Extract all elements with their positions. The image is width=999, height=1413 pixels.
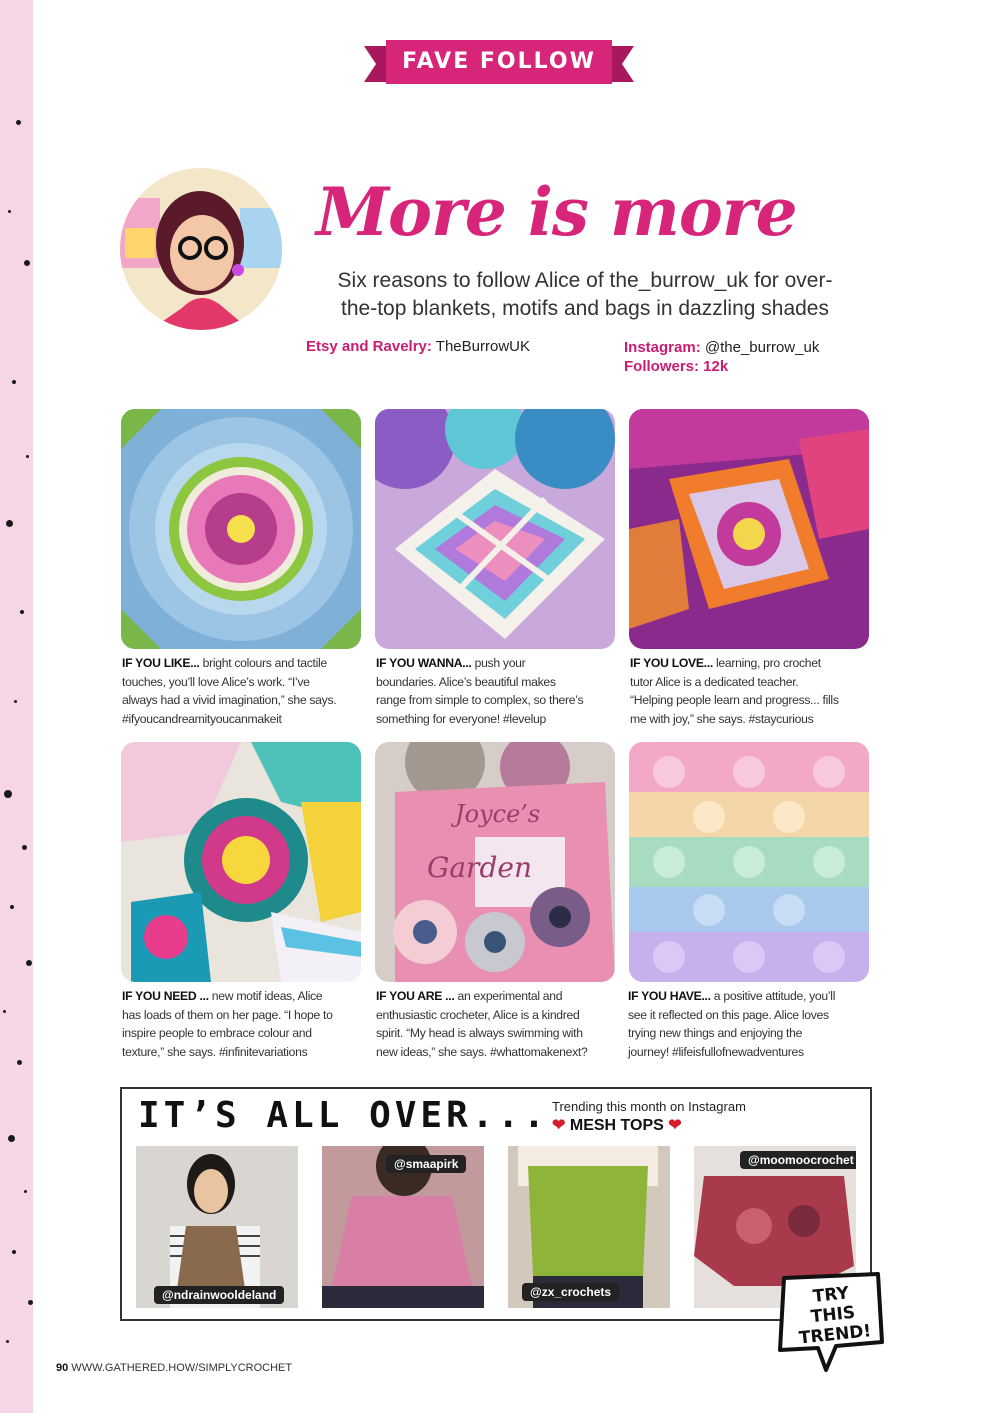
reason-text: trying new things and enjoying the	[628, 1026, 803, 1040]
trending-subtitle: Trending this month on Instagram	[552, 1099, 746, 1114]
etsy-label: Etsy and Ravelry:	[306, 338, 432, 355]
photo-book-flowers	[375, 742, 615, 982]
reason-hashtag: #ifyoucandreamityoucanmakeit	[122, 711, 282, 726]
reason-text: bright colours and tactile	[199, 656, 327, 670]
photo-motif-collection	[121, 742, 361, 982]
banner-label: FAVE FOLLOW	[402, 49, 596, 74]
instagram-value: @the_burrow_uk	[704, 339, 820, 356]
page-number: 90	[56, 1362, 69, 1374]
reason-text: tutor Alice is a dedicated teacher.	[630, 674, 799, 689]
trending-topic: MESH TOPS	[569, 1117, 664, 1134]
etsy-value: TheBurrowUK	[435, 338, 530, 355]
instagram-handle-tag: @zx_crochets	[522, 1283, 619, 1301]
reason-lead: IF YOU WANNA...	[376, 656, 472, 670]
reason-hashtag: something for everyone! #levelup	[376, 711, 546, 726]
side-strip	[0, 0, 33, 1413]
subtitle	[300, 267, 870, 323]
followers-count: Followers: 12k	[624, 358, 729, 375]
reason-text: has loads of them on her page. “I hope to	[122, 1007, 333, 1022]
try-this-trend-label	[790, 1281, 876, 1349]
reason-text: push your	[471, 656, 526, 670]
headline: More is more	[316, 173, 797, 251]
avatar	[120, 168, 282, 330]
reason-text: learning, pro crochet	[712, 656, 821, 670]
reason-hashtag: new ideas,” she says. #whattomakenext?	[376, 1044, 588, 1059]
instagram-handle-tag: @ndrainwooldeland	[154, 1286, 284, 1304]
reason-hashtag: journey! #lifeisfullofnewadventures	[628, 1044, 804, 1059]
reason-lead: IF YOU LOVE...	[630, 656, 713, 670]
bubble-line: TREND!	[798, 1321, 873, 1349]
reason-text: always had a vivid imagination,” she says.	[122, 693, 337, 707]
reason-text: an experimental and	[454, 989, 563, 1003]
bubble-line: TRY THIS	[809, 1283, 857, 1328]
subtitle-line: Six reasons to follow Alice of the_burrow_uk for over-	[337, 269, 833, 292]
subtitle-line: the-top blankets, motifs and bags in dazzling shades	[341, 297, 829, 320]
instagram-handle-tag: @smaapirk	[386, 1155, 466, 1173]
reason-caption-6	[628, 987, 873, 1061]
photo-stripe-squares	[375, 409, 615, 649]
reason-lead: IF YOU HAVE...	[628, 989, 711, 1003]
book-title-2: Garden	[427, 851, 532, 884]
instagram-label: Instagram:	[624, 339, 701, 356]
reason-text: see it reflected on this page. Alice loves	[628, 1007, 829, 1022]
reason-caption-2	[376, 654, 621, 728]
reason-text: touches, you’ll love Alice’s work. “I’ve	[122, 674, 310, 689]
reason-text: inspire people to embrace colour and	[122, 1026, 312, 1040]
page-footer	[56, 1362, 292, 1374]
reason-text: spirit. “My head is always swimming with	[376, 1026, 583, 1040]
trending-heading: IT’S ALL OVER...	[138, 1095, 549, 1136]
trending-title	[552, 1115, 682, 1135]
fave-follow-banner	[364, 38, 634, 88]
reason-lead: IF YOU ARE ...	[376, 989, 455, 1003]
reason-text: “Helping people learn and progress... fills	[630, 693, 839, 707]
reason-hashtag: texture,” she says. #infinitevariations	[122, 1044, 308, 1059]
reason-caption-3	[630, 654, 875, 728]
reason-lead: IF YOU LIKE...	[122, 656, 200, 670]
trend-photo-2	[322, 1146, 484, 1308]
reason-hashtag: me with joy,” she says. #staycurious	[630, 711, 814, 726]
book-title-1: Joyce’s	[455, 800, 541, 828]
trend-photo-3	[508, 1146, 670, 1308]
etsy-info	[306, 338, 530, 355]
photo-flower-mandala	[121, 409, 361, 649]
reason-text: range from simple to complex, so there’s	[376, 693, 584, 707]
reason-text: enthusiastic crocheter, Alice is a kindred	[376, 1007, 580, 1022]
heart-icon: ❤	[668, 1117, 682, 1134]
footer-url: WWW.GATHERED.HOW/SIMPLYCROCHET	[68, 1362, 293, 1374]
reason-text: new motif ideas, Alice	[208, 989, 323, 1003]
photo-hexagon-blanket	[629, 742, 869, 982]
photo-granny-squares	[629, 409, 869, 649]
trend-photo-1	[136, 1146, 298, 1308]
reason-caption-5	[376, 987, 621, 1061]
reason-caption-1	[122, 654, 367, 728]
instagram-handle-tag: @moomoocrochet	[740, 1151, 856, 1169]
heart-icon: ❤	[552, 1117, 566, 1134]
reason-lead: IF YOU NEED ...	[122, 989, 209, 1003]
instagram-info	[624, 338, 819, 376]
reason-caption-4	[122, 987, 367, 1061]
reason-text: a positive attitude, you’ll	[710, 989, 836, 1003]
trending-box	[120, 1087, 872, 1321]
reason-text: boundaries. Alice’s beautiful makes	[376, 674, 556, 689]
